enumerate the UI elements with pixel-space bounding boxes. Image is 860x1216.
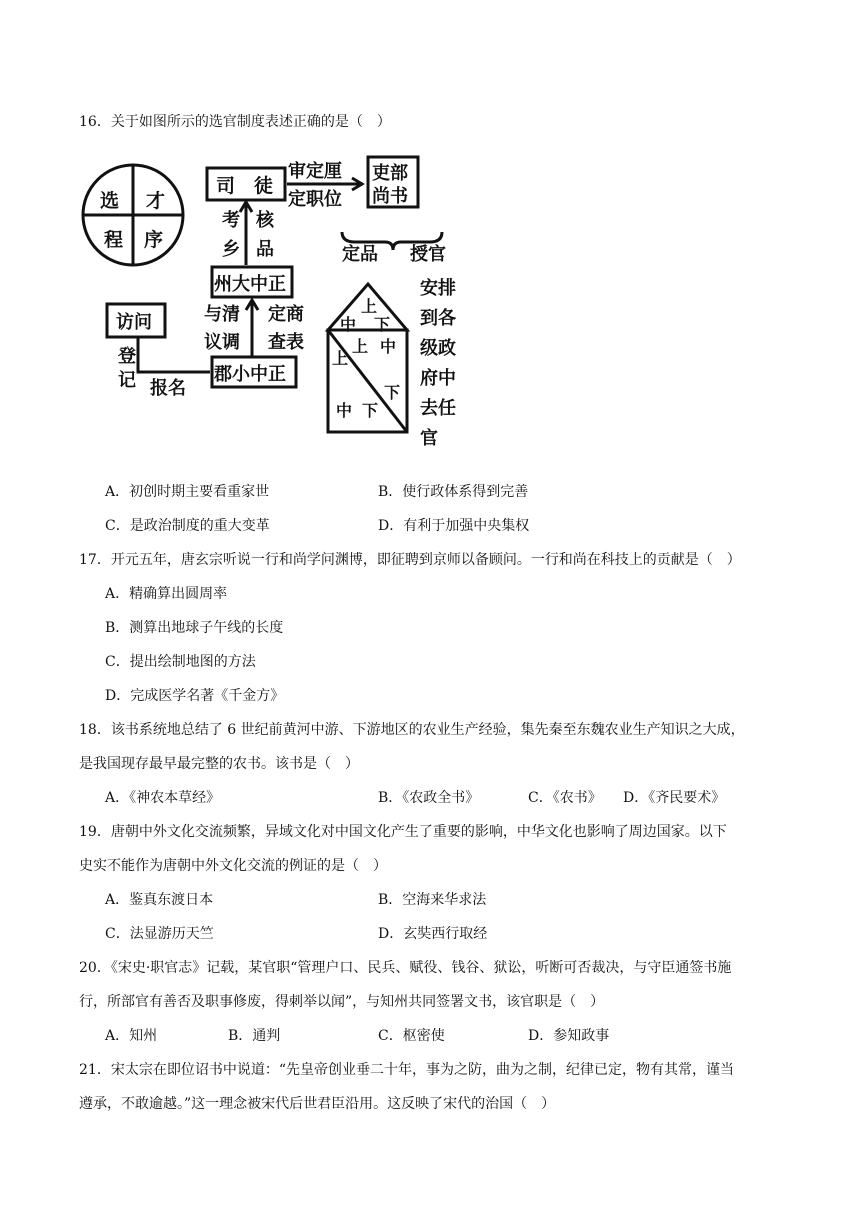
circle-cheng: 程 [104,229,124,251]
selection-system-diagram [80,152,480,456]
fangwen-label: 访问 [116,312,152,333]
q17-option-a[interactable]: A．精确算出圆周率 [105,586,228,602]
q16-option-a[interactable]: A．初创时期主要看重家世 [105,484,270,500]
q20-stem-line1: 20．《宋史·职官志》记载，某官职“管理户口、民兵、赋役、钱谷、狱讼，听断可否裁决，与守臣通签书施 [79,960,732,976]
q19-option-a[interactable]: A．鉴真东渡日本 [105,892,214,908]
circle-xuan: 选 [100,190,120,212]
q19-option-b[interactable]: B．空海来华求法 [378,892,487,908]
libu-line2: 尚书 [372,186,408,207]
q20-option-c[interactable]: C．枢密使 [378,1028,445,1044]
grade-zhong-bottom: 中 [336,401,353,420]
q18-stem-line2: 是我国现存最早最完整的农书。该书是（ ） [79,756,359,772]
anpai-2: 到各 [420,308,456,329]
q18-option-b[interactable]: B．《农政全书》 [378,790,480,806]
yidiao-label: 议调 [204,332,240,353]
q18-stem-line1: 18．该书系统地总结了 6 世纪前黄河中游、下游地区的农业生产经验，集先秦至东魏农业生产知识之大成， [79,722,745,738]
q18-option-a[interactable]: A．《神农本草经》 [105,790,221,806]
situ-label: 司 徒 [216,175,274,197]
deng-label: 登 [118,346,136,367]
xiang-label: 乡 [222,239,240,260]
grade-shang: 上 [352,337,369,356]
q20-option-b[interactable]: B．通判 [228,1028,281,1044]
dingshang-label: 定商 [268,304,304,325]
q19-option-c[interactable]: C．法显游历天竺 [105,926,214,942]
diagram-svg [80,152,480,452]
grade-xia-right: 下 [384,383,401,402]
grade-xia-bottom: 下 [362,401,379,420]
q16-option-c[interactable]: C．是政治制度的重大变革 [105,518,270,534]
grade-roof-top: 上 [361,297,378,316]
grade-roof-mid: 中 [340,315,357,334]
anpai-3: 级政 [420,338,456,359]
libu-line1: 吏部 [372,163,408,184]
junxiao-label: 郡小中正 [214,364,286,385]
dingzhi-label: 定职位 [288,189,342,210]
grade-zhong: 中 [380,337,397,356]
q16-option-d[interactable]: D．有利于加强中央集权 [378,518,530,534]
q18-option-d[interactable]: D．《齐民要术》 [623,790,726,806]
yuqing-label: 与清 [204,304,240,325]
anpai-5: 去任 [420,398,456,419]
chabiao-label: 查表 [268,332,304,353]
q17-option-b[interactable]: B．测算出地球子午线的长度 [105,620,284,636]
q21-stem-line2: 遵承，不敢逾越。”这一理念被宋代后世君臣沿用。这反映了宋代的治国（ ） [79,1096,556,1112]
q19-stem-line2: 史实不能作为唐朝中外文化交流的例证的是（ ） [79,858,387,874]
anpai-1: 安排 [420,278,456,299]
grade-shang-left: 上 [332,349,349,368]
q18-option-c[interactable]: C．《农书》 [528,790,602,806]
q20-option-a[interactable]: A．知州 [105,1028,158,1044]
q16-stem: 16．关于如图所示的选官制度表述正确的是（ ） [79,114,391,130]
shouguan-label: 授官 [410,244,446,265]
q20-option-d[interactable]: D．参知政事 [528,1028,610,1044]
circle-cai: 才 [146,190,166,212]
q16-option-b[interactable]: B．使行政体系得到完善 [378,484,529,500]
dingpin-label: 定品 [342,244,378,265]
circle-xu: 序 [144,229,164,251]
he-label: 核 [256,210,274,231]
anpai-6: 官 [420,428,438,449]
anpai-4: 府中 [420,368,456,389]
q21-stem-line1: 21．宋太宗在即位诏书中说道：“先皇帝创业垂二十年，事为之防，曲为之制，纪律已定，物有其常，谨当 [79,1062,734,1078]
zhouda-label: 州大中正 [214,274,286,295]
q17-option-d[interactable]: D．完成医学名著《千金方》 [105,688,285,704]
grade-roof-low: 下 [374,315,391,334]
shending-label: 审定厘 [288,161,342,182]
q19-option-d[interactable]: D．玄奘西行取经 [378,926,488,942]
q19-stem-line1: 19．唐朝中外文化交流频繁，异域文化对中国文化产生了重要的影响，中华文化也影响了周边国家。以下 [79,824,727,840]
pin-label: 品 [256,239,274,260]
kao-label: 考 [222,210,240,231]
q17-option-c[interactable]: C．提出绘制地图的方法 [105,654,256,670]
q17-stem: 17．开元五年，唐玄宗听说一行和尚学问渊博，即征聘到京师以备顾问。一行和尚在科技上的贡献是（ ） [79,552,741,568]
ji-label: 记 [118,370,136,391]
q20-stem-line2: 行，所部官有善否及职事修废，得刺举以闻”，与知州共同签署文书，该官职是（ ） [79,994,605,1010]
baoming-label: 报名 [150,378,186,399]
